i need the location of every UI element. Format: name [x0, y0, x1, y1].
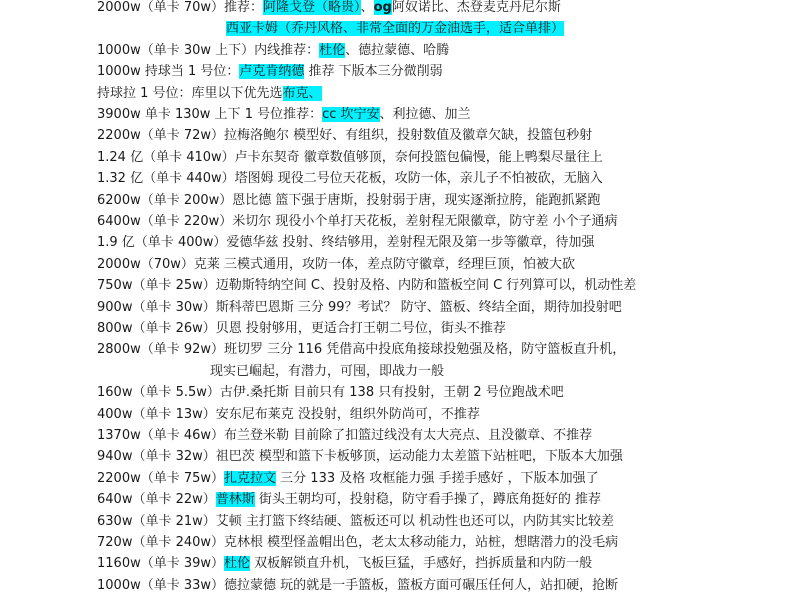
- text-line: [97, 404, 780, 425]
- highlighted-text: 阿隆戈登（略贵）: [263, 0, 361, 15]
- text-line: [97, 275, 780, 296]
- text-segment: 3900w 单卡 130w 上下 1 号位推荐：: [97, 107, 323, 122]
- text-line: [97, 532, 780, 553]
- text-segment: 、: [360, 0, 374, 15]
- text-segment: 2000w（单卡 70w）推荐：: [97, 0, 264, 15]
- text-line: [97, 446, 780, 467]
- highlighted-text: cc 坎宁安: [322, 107, 380, 122]
- text-line: [97, 339, 780, 360]
- text-line: [97, 468, 780, 489]
- text-line: [97, 147, 780, 168]
- text-line: [97, 83, 780, 104]
- text-segment: 双板解锁直升机，飞板巨猛，手感好，挡拆质量和内防一般: [250, 556, 593, 572]
- highlighted-text: 扎克拉文: [224, 470, 277, 486]
- text-segment: 940w（单卡 32w）祖巴茨 模型和篮下卡板够顶，运动能力太差篮下站桩吧，下版本大加强: [97, 449, 623, 465]
- text-segment: 2800w（单卡 92w）班切罗 三分 116 凭借高中投底角接球投勉强及格，防守篮板直升机，: [97, 342, 626, 358]
- text-segment: 推荐 下版本三分微削弱: [304, 64, 443, 80]
- text-segment: 阿奴诺比、杰登麦克丹尼尔斯: [391, 0, 561, 15]
- text-line: [97, 168, 780, 189]
- text-segment: 630w（单卡 21w）艾顿 主打篮下终结硬、篮板还可以 机动性也还可以，内防其实比较差: [97, 513, 615, 529]
- text-segment: 800w（单卡 26w）贝恩 投射够用，更适合打王朝二号位，街头不推荐: [97, 321, 506, 336]
- text-segment: 持球拉 1 号位：库里以下优先选: [97, 85, 283, 101]
- text-segment: 街头王朝均可，投射稳，防守看手操了，蹲底角挺好的 推荐: [254, 492, 602, 508]
- text-line: [97, 254, 780, 275]
- text-line: [97, 297, 780, 318]
- text-segment: 现实已崛起，有潜力，可囤，即战力一般: [210, 363, 445, 379]
- text-segment: 三分 133 及格 攻框能力强 手搓手感好 ，下版本加强了: [276, 470, 599, 486]
- text-segment: 160w（单卡 5.5w）古伊.桑托斯 目前只有 138 只有投射，王朝 2 号位跑战术吧: [97, 385, 564, 401]
- text-segment: 900w（单卡 30w）斯科蒂巴恩斯 三分 99？考试？ 防守、篮板、终结全面，期待加投射吧: [97, 299, 622, 315]
- text-segment: 720w（单卡 240w）克林根 模型怪盖帽出色，老太太移动能力，站桩，想瞎潜力的没毛病: [97, 535, 619, 550]
- text-line: [97, 0, 780, 18]
- text-segment: 2200w（单卡 72w）拉梅洛鲍尔 模型好、有组织，投射数值及徽章欠缺，投篮包秒射: [97, 128, 593, 144]
- text-line: [97, 211, 780, 232]
- text-line: [210, 361, 780, 382]
- highlighted-text: 普林斯: [215, 492, 255, 508]
- text-segment: 1.9 亿（单卡 400w）爱德华兹 投射、终结够用，差射程无限及第一步等徽章，待加强: [97, 235, 595, 251]
- text-segment: 、德拉蒙德、哈腾: [345, 42, 450, 58]
- text-line: [97, 382, 780, 403]
- text-line: [97, 575, 780, 596]
- text-line: [97, 318, 780, 339]
- text-segment: 1370w（单卡 46w）布兰登米勒 目前除了扣篮过线没有太大亮点、且没徽章、不推荐: [97, 428, 593, 443]
- highlighted-text: 布克、: [282, 85, 322, 101]
- text-segment: 2200w（单卡 75w）: [97, 470, 225, 486]
- text-segment: 400w（单卡 13w）安东尼布莱克 没投射，组织外防尚可，不推荐: [97, 406, 480, 422]
- text-line: [97, 104, 780, 125]
- text-line: [97, 125, 780, 146]
- text-segment: 1000w（单卡 33w）德拉蒙德 玩的就是一手篮板，篮板方面可碾压任何人，站扣硬，抢断: [97, 577, 619, 593]
- text-line: [97, 425, 780, 446]
- text-segment: 1.32 亿（单卡 440w）塔图姆 现役二号位天花板，攻防一体，亲儿子不怕被砍，无脑入: [97, 171, 603, 187]
- text-line: [226, 18, 780, 39]
- text-segment: 750w（单卡 25w）迈勒斯特纳空间 C、投射及格、内防和篮板空间 C 行列算可以，机动性差: [97, 278, 637, 294]
- text-line: [97, 232, 780, 253]
- text-segment: 640w（单卡 22w）: [97, 492, 216, 508]
- text-segment: 1160w（单卡 39w）: [97, 556, 225, 572]
- text-segment: 1000w 持球当 1 号位：: [97, 64, 240, 80]
- text-segment: 6400w（单卡 220w）米切尔 现役小个单打天花板，差射程无限徽章，防守差 小个子通病: [97, 214, 618, 229]
- highlighted-text: og: [373, 0, 392, 15]
- text-segment: 1000w（单卡 30w 上下）内线推荐：: [97, 42, 320, 58]
- highlighted-text: 西亚卡姆（乔丹风格、非常全面的万金油选手，适合单排）: [226, 21, 565, 37]
- text-line: [97, 40, 780, 61]
- highlighted-text: 杜伦: [224, 556, 251, 572]
- text-line: [97, 511, 780, 532]
- text-segment: 6200w（单卡 200w）恩比德 篮下强于唐斯，投射弱于唐，现实逐渐拉胯，能跑抓紧跑: [97, 192, 601, 208]
- text-segment: 、利拉德、加兰: [379, 107, 471, 122]
- text-line: [97, 190, 780, 211]
- text-segment: 2000w（70w）克莱 三模式通用，攻防一体，差点防守徽章，经理巨顶，怕被大砍: [97, 256, 576, 272]
- text-line: [97, 61, 780, 82]
- text-line: [97, 489, 780, 510]
- highlighted-text: 卢克肯纳德: [239, 64, 305, 80]
- text-line: [97, 553, 780, 574]
- highlighted-text: 杜伦: [319, 42, 346, 58]
- text-segment: 1.24 亿（单卡 410w）卢卡东契奇 徽章数值够顶，奈何投篮包偏慢，能上鸭梨尽量往上: [97, 149, 603, 165]
